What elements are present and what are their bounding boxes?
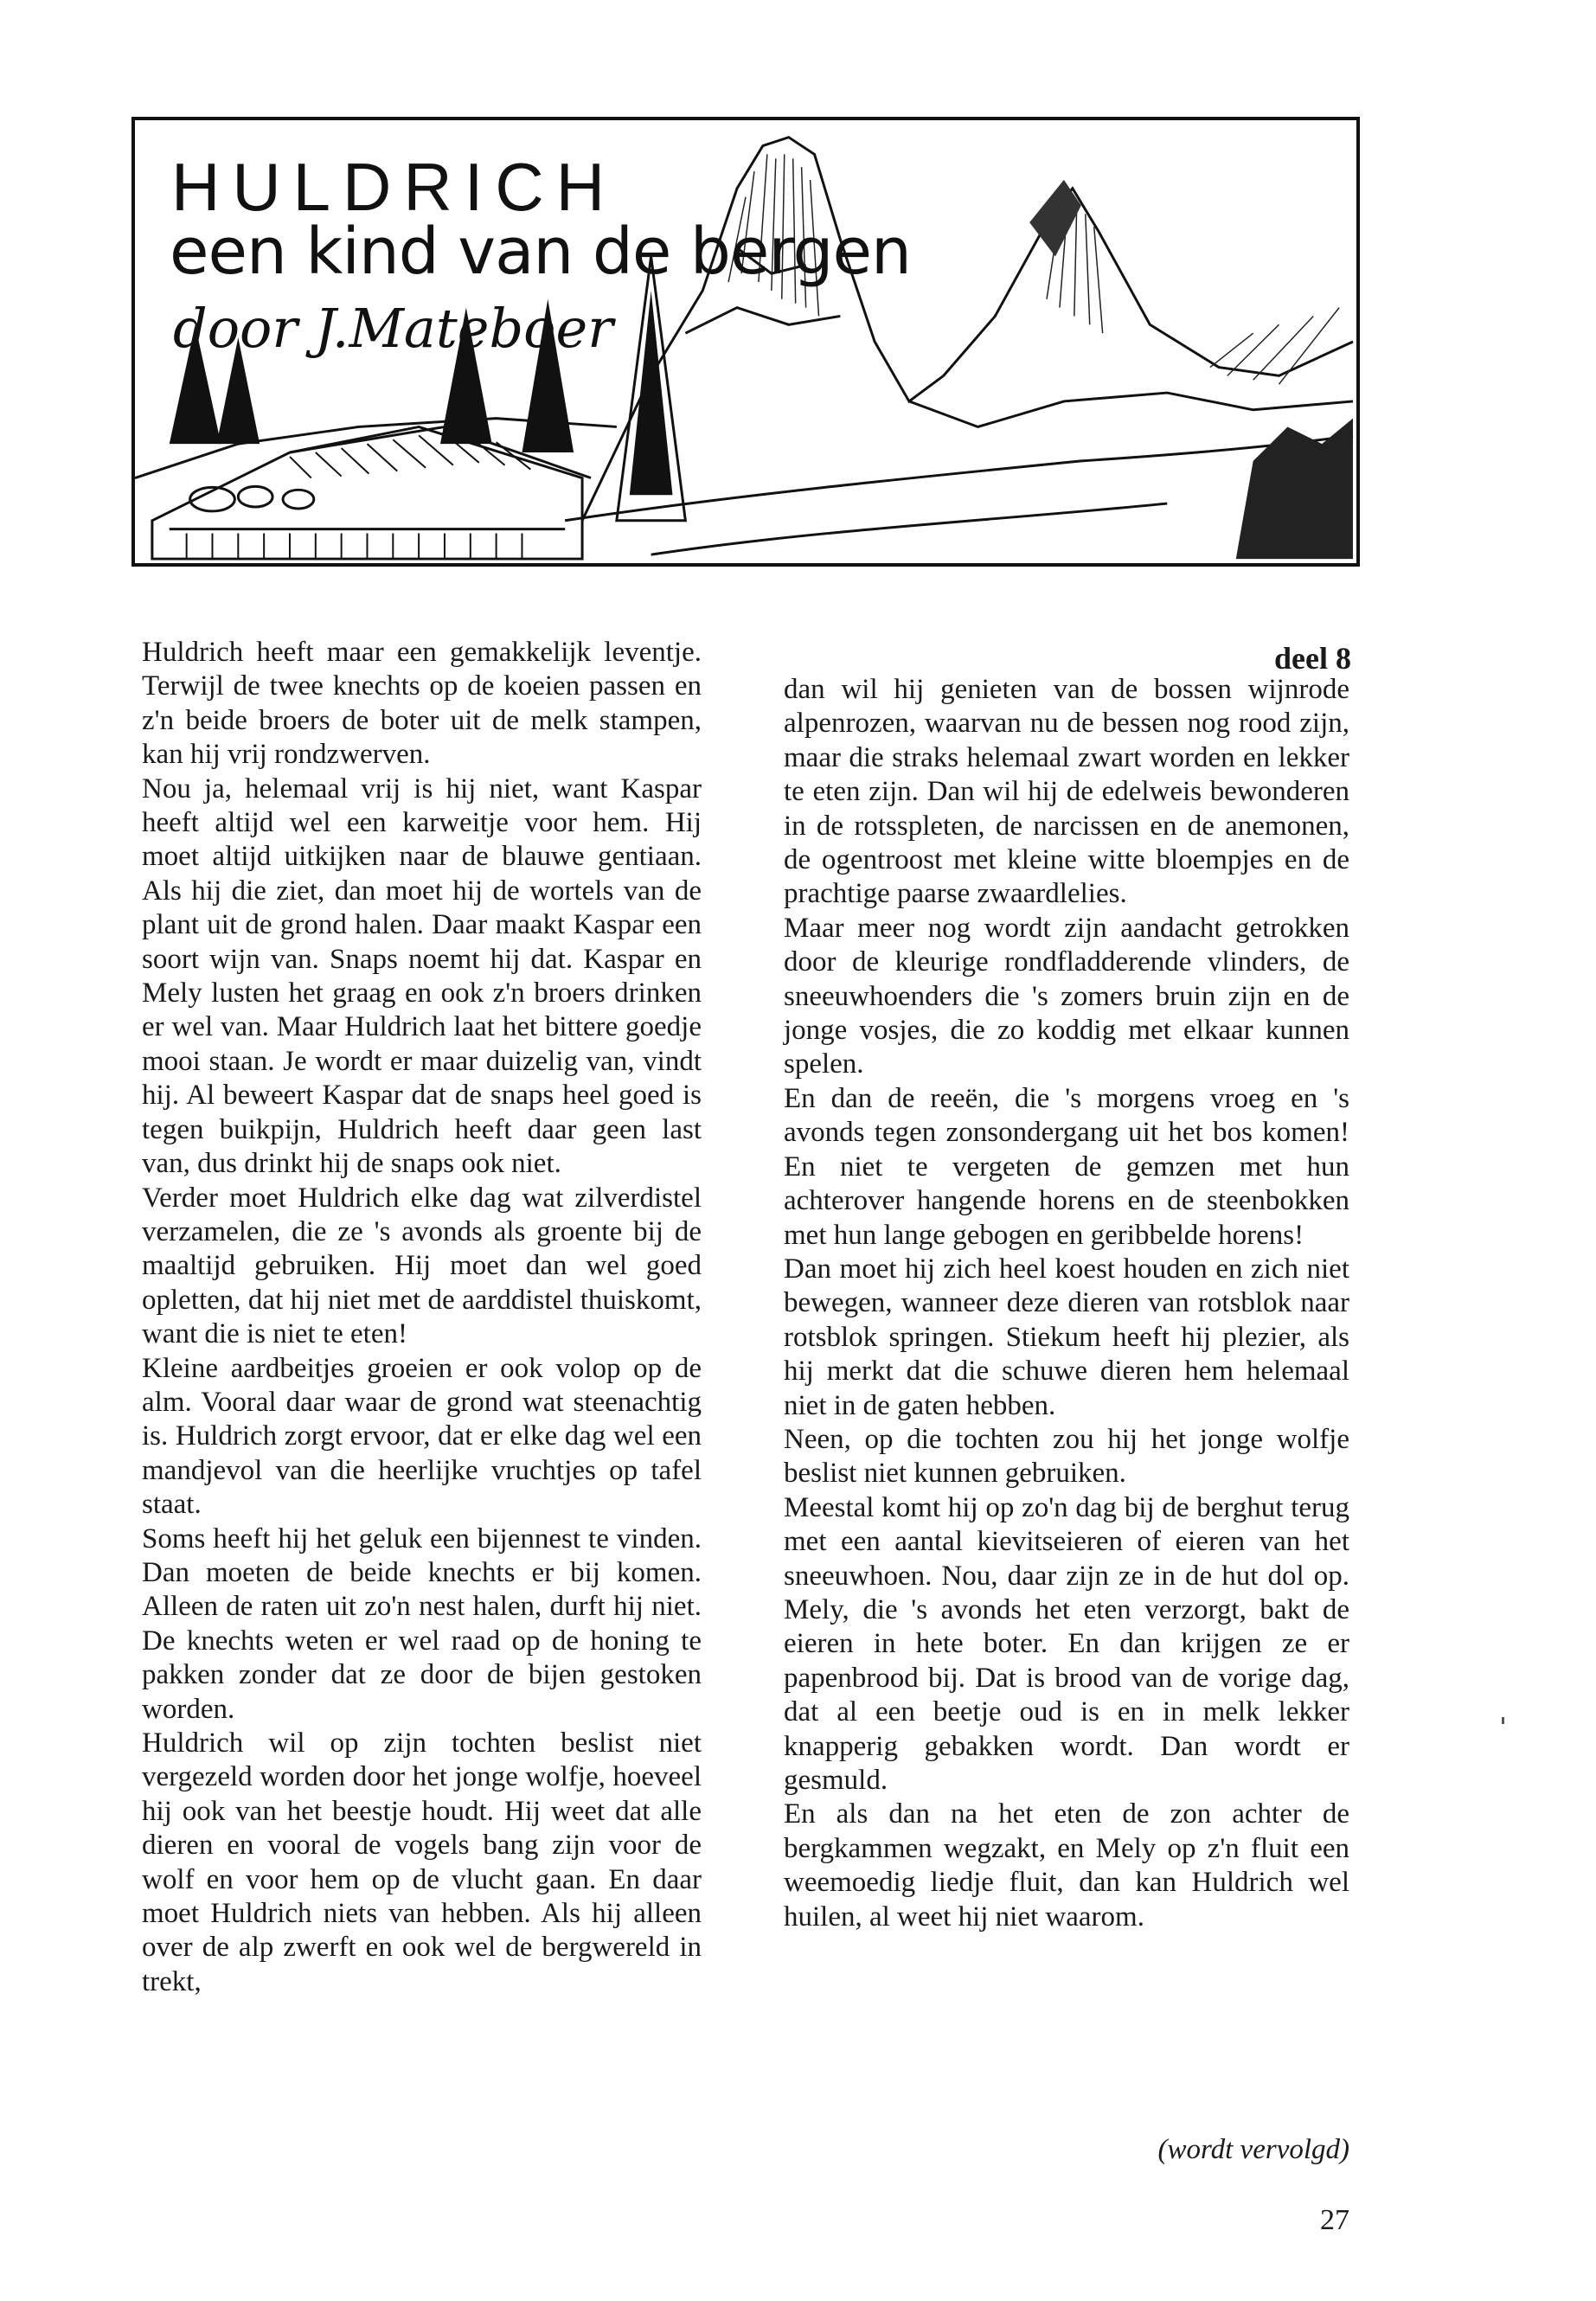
paragraph: dan wil hij genieten van de bossen wijnrode alpenrozen, waarvan nu de bessen nog rood zijn, maar die straks helemaal zwart worden en lekker te eten zijn. Dan wil hij de edelweis bewonderen in de rotsspleten, de narcissen en de anemonen, de ogentroost met kleine witte bloempjes en de prachtige paarse zwaardlelies.	[784, 674, 1349, 910]
paragraph: Soms heeft hij het geluk een bijennest te vinden. Dan moeten de beide knechts er bij komen. Alleen de raten uit zo'n nest halen, durft hij niet. De knechts weten er wel raad op de honing te pakken zonder dat ze door de bijen gestoken worden.	[142, 1522, 702, 1725]
story-author: door J.Mateboer	[173, 297, 613, 360]
scan-speck	[1502, 1717, 1504, 1724]
right-text-column	[784, 673, 1349, 1934]
header-illustration	[131, 117, 1360, 567]
story-subtitle: een kind van de bergen	[170, 215, 911, 289]
part-label: deel 8	[1274, 641, 1351, 676]
paragraph: Huldrich heeft maar een gemakkelijk leventje. Terwijl de twee knechts op de koeien passen en z'n beide broers de boter uit de melk stampen, kan hij vrij rondzwerven.	[142, 637, 702, 771]
continued-note: (wordt vervolgd)	[1157, 2134, 1349, 2165]
page-number: 27	[1320, 2204, 1349, 2236]
paragraph: En als dan na het eten de zon achter de bergkammen wegzakt, en Mely op z'n fluit een weemoedig liedje fluit, dan kan Huldrich wel huilen, al weet hij niet waarom.	[784, 1798, 1349, 1932]
paragraph: En dan de reeën, die 's morgens vroeg en 's avonds tegen zonsondergang uit het bos komen! En niet te vergeten de gemzen met hun achterover hangende horens en de steenbokken met hun lange gebogen en geribbelde horens!	[784, 1082, 1349, 1251]
paragraph: Verder moet Huldrich elke dag wat zilverdistel verzamelen, die ze 's avonds als groente bij de maaltijd gebruiken. Hij moet dan wel goed opletten, dat hij niet met de aarddistel thuiskomt, want die is niet te eten!	[142, 1182, 702, 1350]
left-text-column	[142, 636, 702, 1999]
paragraph: Neen, op die tochten zou hij het jonge wolfje beslist niet kunnen gebruiken.	[784, 1423, 1349, 1490]
paragraph: Meestal komt hij op zo'n dag bij de berghut terug met een aantal kievitseieren of eieren van het sneeuwhoen. Nou, daar zijn ze in de hut dol op. Mely, die 's avonds het eten verzorgt, bakt de eieren in hete boter. En dan krijgen ze er papenbrood bij. Dat is brood van de vorige dag, dat al een beetje oud is en in melk lekker knapperig gebakken wordt. Dan wordt er gesmuld.	[784, 1491, 1349, 1796]
paragraph: Kleine aardbeitjes groeien er ook volop op de alm. Vooral daar waar de grond wat steenachtig is. Huldrich zorgt ervoor, dat er elke dag wel een mandjevol van die heerlijke vruchtjes op tafel staat.	[142, 1352, 702, 1521]
paragraph: Dan moet hij zich heel koest houden en zich niet bewegen, wanneer deze dieren van rotsblok naar rotsblok springen. Stiekum heeft hij plezier, als hij merkt dat die schuwe dieren hem helemaal niet in de gaten hebben.	[784, 1253, 1349, 1421]
paragraph: Maar meer nog wordt zijn aandacht getrokken door de kleurige rondfladderende vlinders, de sneeuwhoenders die 's zomers bruin zijn en de jonge vosjes, die zo koddig met elkaar kunnen spelen.	[784, 912, 1349, 1080]
paragraph: Nou ja, helemaal vrij is hij niet, want Kaspar heeft altijd wel een karweitje voor hem. Hij moet altijd uitkijken naar de blauwe gentiaan. Als hij die ziet, dan moet hij de wortels van de plant uit de grond halen. Daar maakt Kaspar een soort wijn van. Snaps noemt hij dat. Kaspar en Mely lusten het graag en ook z'n broers drinken er wel van. Maar Huldrich laat het bittere goedje mooi staan. Je wordt er maar duizelig van, vindt hij. Al beweert Kaspar dat de snaps heel goed is tegen buikpijn, Huldrich heeft daar geen last van, dus drinkt hij de snaps ook niet.	[142, 772, 702, 1180]
story-title: HULDRICH	[171, 149, 618, 225]
paragraph: Huldrich wil op zijn tochten beslist niet vergezeld worden door het jonge wolfje, hoeveel hij ook van het beestje houdt. Hij weet dat alle dieren en vooral de vogels bang zijn voor de wolf en voor hem op de vlucht gaan. En daar moet Huldrich niets van hebben. Als hij alleen over de alp zwerft en ook wel de bergwereld in trekt,	[142, 1727, 702, 1997]
